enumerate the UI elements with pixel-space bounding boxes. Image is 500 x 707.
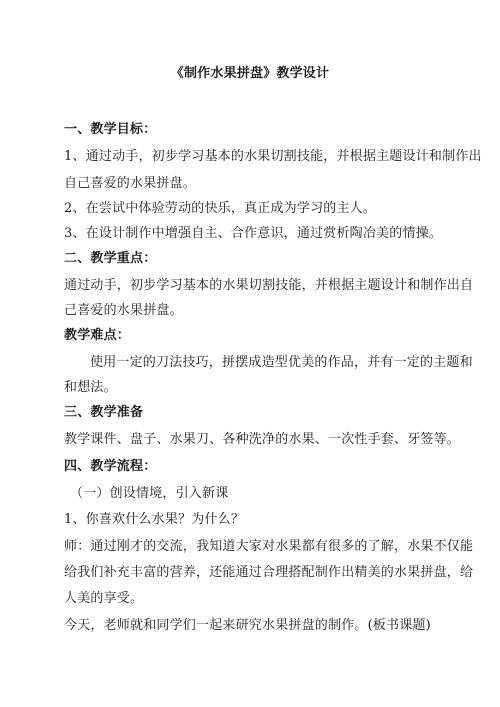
paragraph-line: 师：通过刚才的交流，我知道大家对水果都有很多的了解，水果不仅能 [64, 539, 474, 554]
paragraph-line: 今天，老师就和同学们一起来研究水果拼盘的制作。(板书课题) [64, 618, 431, 633]
paragraph-line: 3、在设计制作中增强自主、合作意识，通过赏析陶冶美的情操。 [64, 226, 443, 241]
section-heading-process: 四、教学流程： [64, 459, 157, 474]
paragraph-line: 通过动手，初步学习基本的水果切割技能，并根据主题设计和制作出自 [64, 278, 474, 293]
section-heading-key-points: 二、教学重点： [64, 251, 157, 266]
paragraph-line: 给我们补充丰富的营养，还能通过合理搭配制作出精美的水果拼盘，给 [64, 565, 474, 580]
section-heading-objectives: 一、教学目标： [64, 122, 157, 137]
section-heading-difficulties: 教学难点： [64, 328, 131, 343]
paragraph-line: 1、通过动手，初步学习基本的水果切割技能，并根据主题设计和制作出 [64, 149, 482, 164]
paragraph-line: 使用一定的刀法技巧，拼摆成造型优美的作品，并有一定的主题和 [90, 355, 473, 370]
paragraph-line: 和想法。 [64, 380, 117, 395]
document-title: 《制作水果拼盘》教学设计 [170, 66, 330, 81]
paragraph-line: 己喜爱的水果拼盘。 [64, 303, 183, 318]
paragraph-line: 2、在尝试中体验劳动的快乐，真正成为学习的主人。 [64, 201, 377, 216]
paragraph-line: 人美的享受。 [64, 591, 144, 606]
section-heading-preparation: 三、教学准备 [64, 405, 144, 420]
paragraph-line: 1、你喜欢什么水果？为什么？ [64, 512, 245, 527]
subsection-heading: （一）创设情境，引入新课 [70, 486, 229, 501]
paragraph-line: 自己喜爱的水果拼盘。 [64, 176, 197, 191]
paragraph-line: 教学课件、盘子、水果刀、各种洗净的水果、一次性手套、牙签等。 [64, 432, 461, 447]
